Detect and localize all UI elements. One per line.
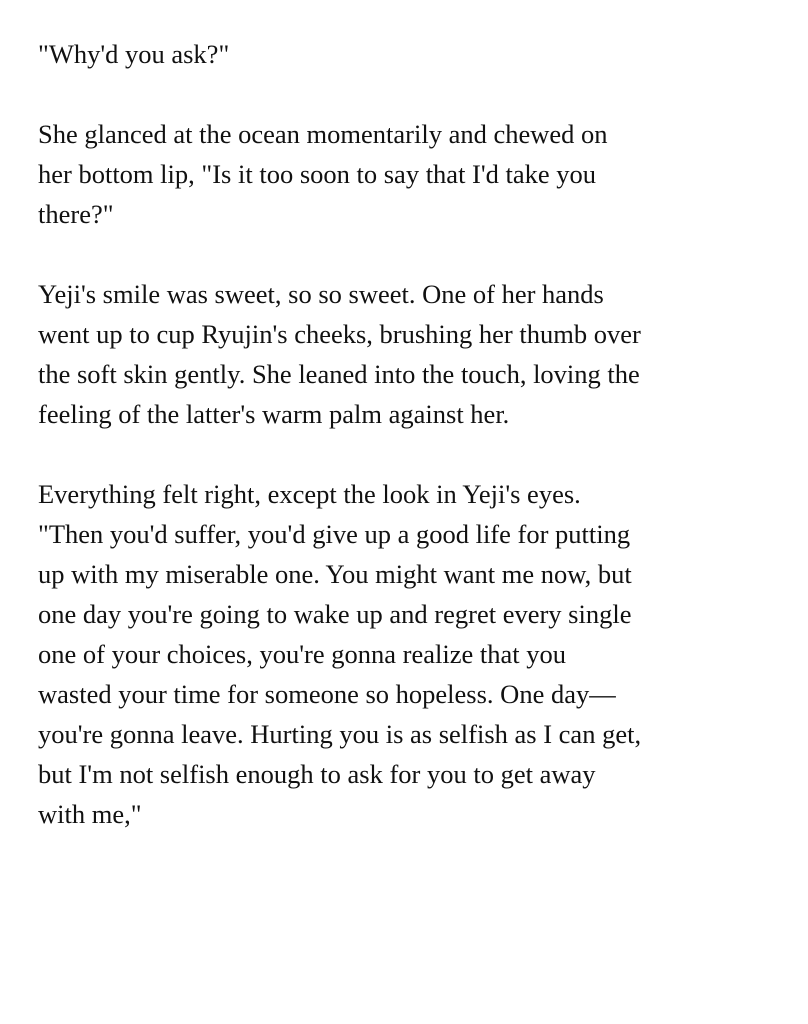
- text-line: there?": [38, 199, 114, 229]
- paragraph-1: [38, 34, 768, 74]
- text-line: Everything felt right, except the look in Yeji's eyes.: [38, 479, 581, 509]
- text-line: you're gonna leave. Hurting you is as selfish as I can get,: [38, 719, 642, 749]
- text-line: one day you're going to wake up and regret every single: [38, 599, 632, 629]
- paragraph-4: [38, 474, 768, 834]
- text-line: "Why'd you ask?": [38, 39, 230, 69]
- text-line: Yeji's smile was sweet, so so sweet. One of her hands: [38, 279, 604, 309]
- story-text-page: [38, 34, 768, 874]
- text-line: with me,": [38, 799, 142, 829]
- text-line: "Then you'd suffer, you'd give up a good life for putting: [38, 519, 631, 549]
- text-line: the soft skin gently. She leaned into the touch, loving the: [38, 359, 640, 389]
- paragraph-3: [38, 274, 768, 434]
- text-line: one of your choices, you're gonna realize that you: [38, 639, 566, 669]
- text-line: up with my miserable one. You might want me now, but: [38, 559, 632, 589]
- text-line: feeling of the latter's warm palm against her.: [38, 399, 510, 429]
- text-line: her bottom lip, "Is it too soon to say that I'd take you: [38, 159, 597, 189]
- text-line: went up to cup Ryujin's cheeks, brushing her thumb over: [38, 319, 641, 349]
- paragraph-2: [38, 114, 768, 234]
- text-line: She glanced at the ocean momentarily and chewed on: [38, 119, 608, 149]
- text-line: but I'm not selfish enough to ask for you to get away: [38, 759, 596, 789]
- text-line: wasted your time for someone so hopeless. One day—: [38, 679, 616, 709]
